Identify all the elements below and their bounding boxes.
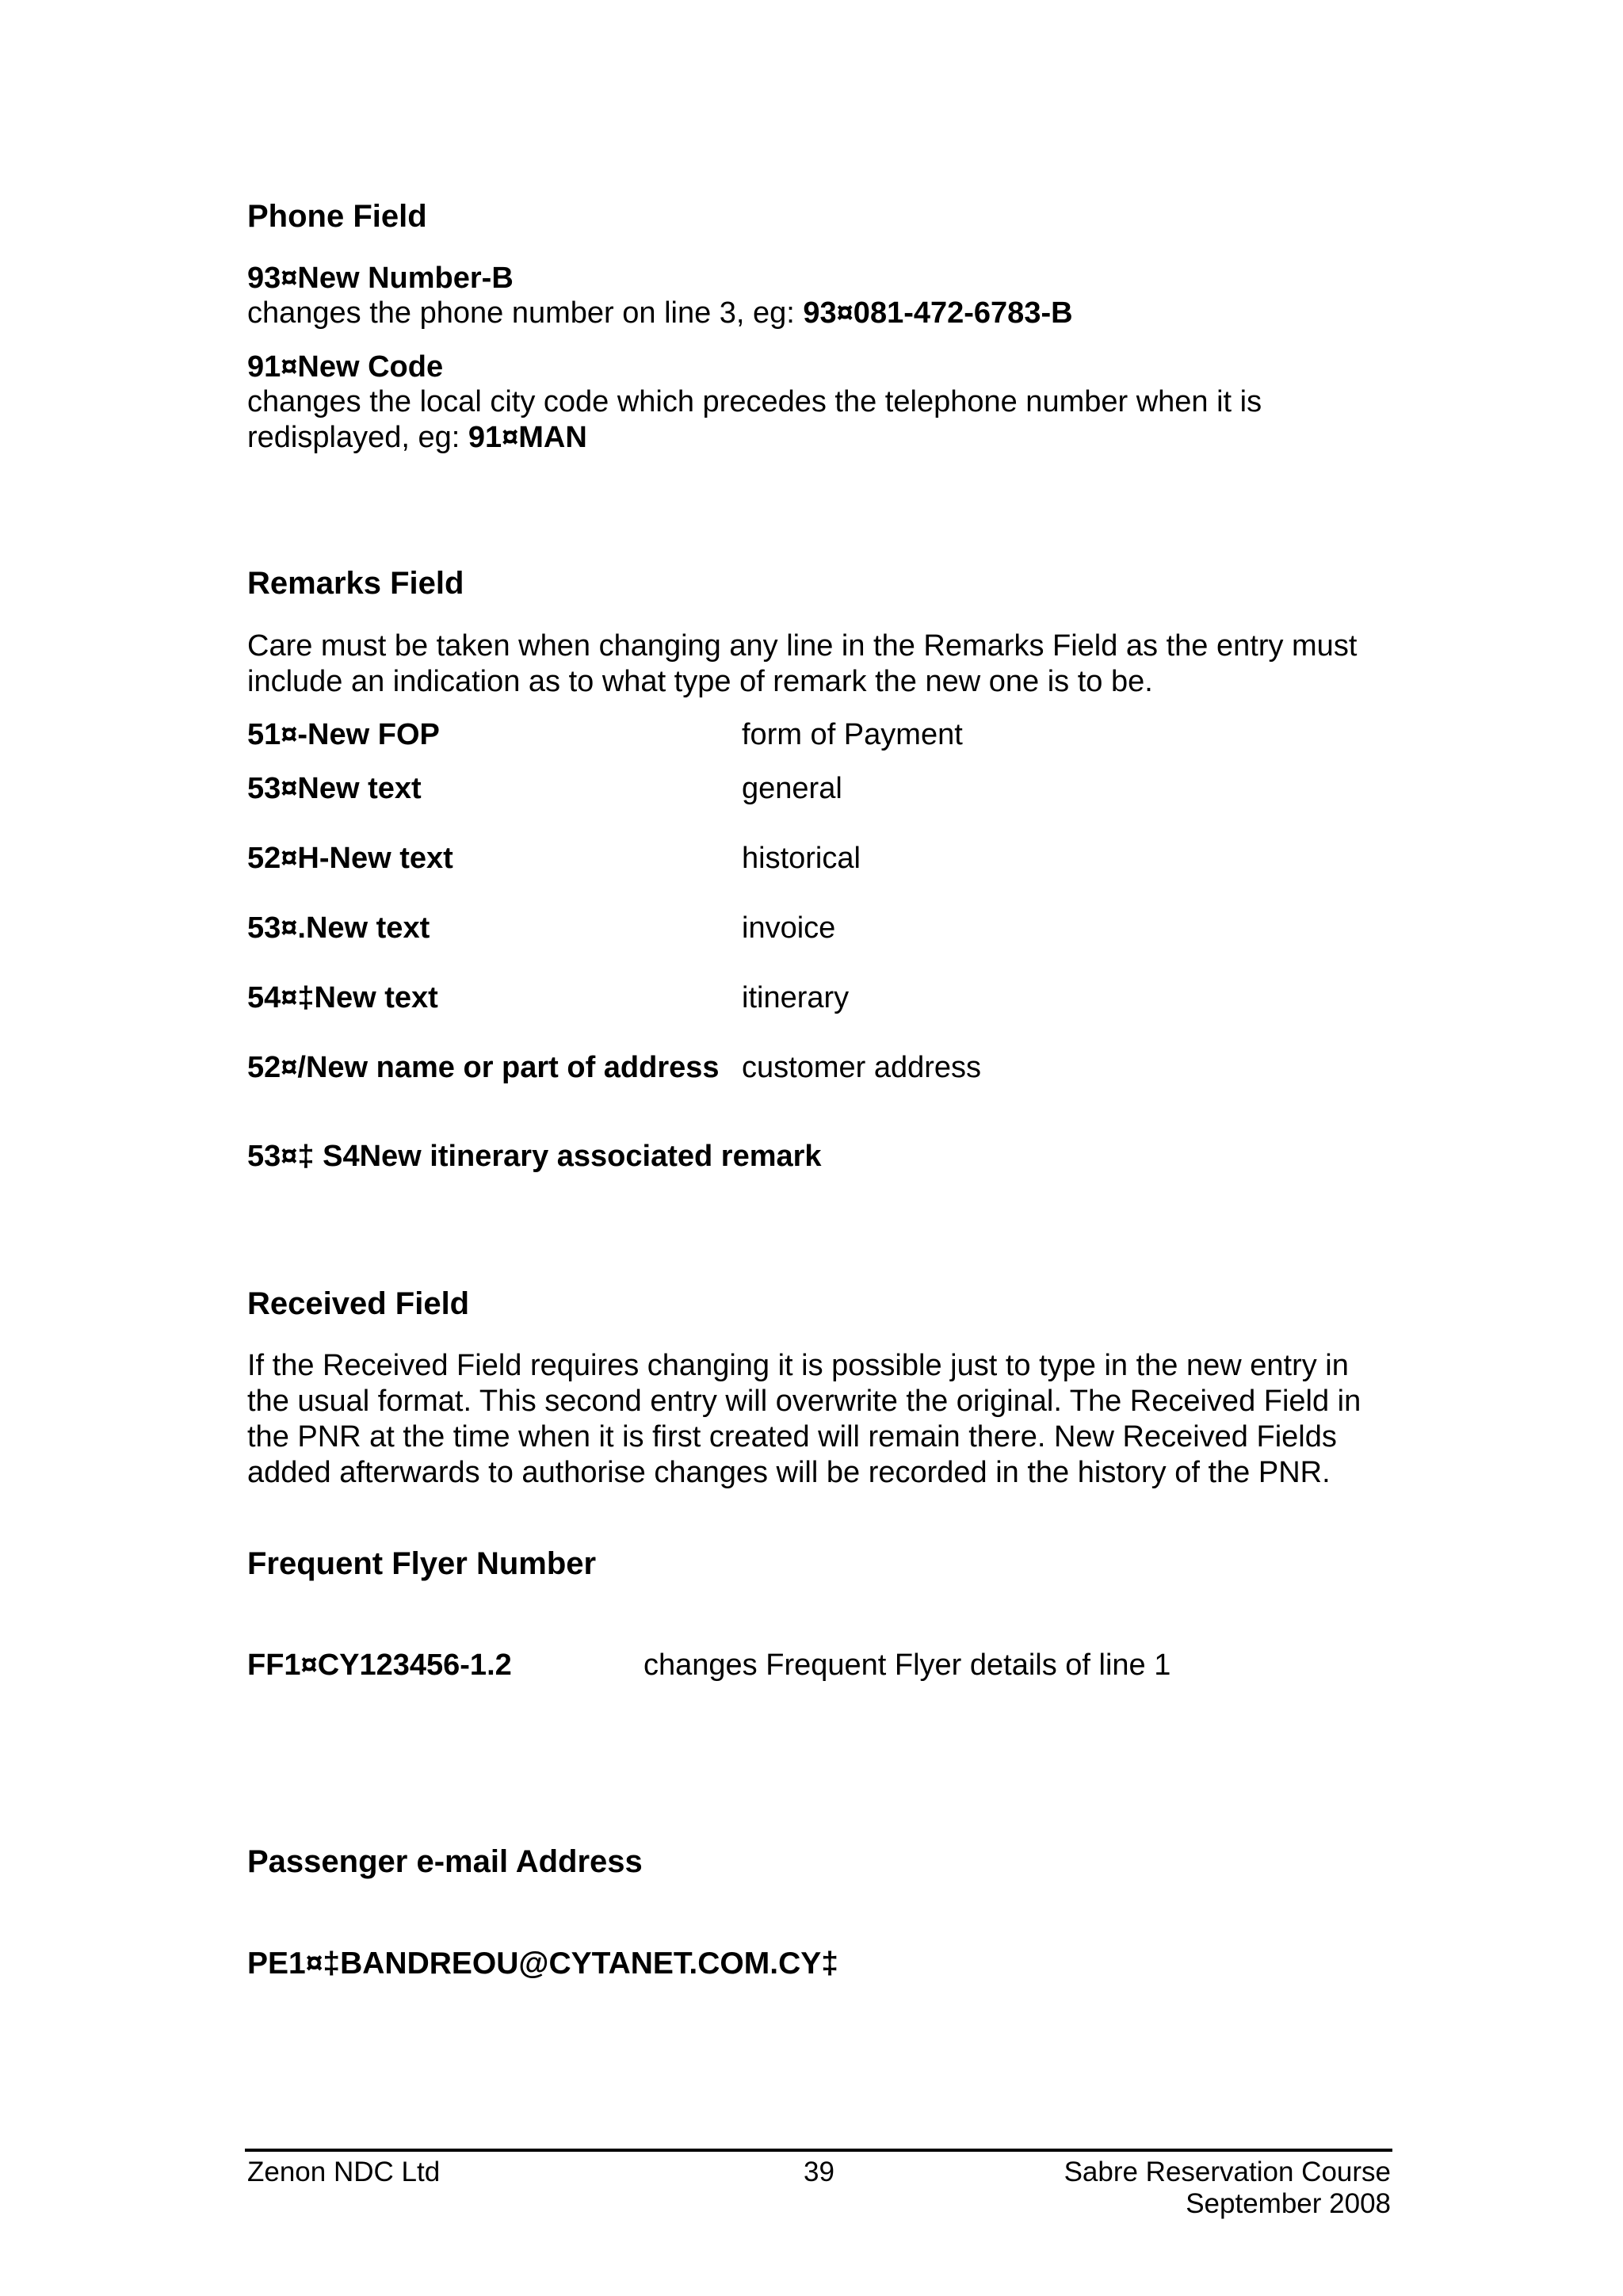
email-cmd: PE1¤‡BANDREOU@CYTANET.COM.CY‡ — [247, 1946, 838, 1981]
phone-cmd-new-number: 93¤New Number-B — [247, 262, 514, 295]
remark-itinerary-associated: 53¤‡ S4New itinerary associated remark — [247, 1140, 822, 1173]
remark-cmd: 53¤New text — [247, 772, 422, 805]
remark-cmd: 54¤‡New text — [247, 981, 438, 1014]
remark-desc: customer address — [742, 1051, 982, 1084]
footer-rule — [245, 2149, 1392, 2152]
footer-page-number: 39 — [804, 2157, 834, 2187]
remarks-field-heading: Remarks Field — [247, 566, 464, 601]
remarks-intro: Care must be taken when changing any line in the Remarks Field as the entry must include an indication as to what type of remark the new one is to be. — [247, 629, 1358, 698]
footer-company: Zenon NDC Ltd — [247, 2157, 441, 2187]
remark-cmd: 53¤.New text — [247, 911, 430, 945]
remark-cmd: 52¤H-New text — [247, 842, 453, 875]
phone-example2: 91¤MAN — [468, 421, 587, 454]
remark-cmd: 51¤-New FOP — [247, 718, 440, 751]
received-field-text: If the Received Field requires changing it is possible just to type in the new entry in the usual format. This second entry will overwrite the original. The Received Field in the PNR at the time when it is first created will remain there. New Received Fields added afterwards to authorise changes will be recorded in the history of the PNR. — [247, 1349, 1361, 1489]
footer-course: Sabre Reservation Course — [1064, 2157, 1391, 2187]
remark-desc: itinerary — [742, 981, 850, 1014]
frequent-flyer-heading: Frequent Flyer Number — [247, 1546, 597, 1581]
remark-desc: historical — [742, 842, 861, 875]
phone-desc1-text: changes the phone number on line 3, eg: — [247, 296, 804, 330]
footer-date: September 2008 — [1186, 2188, 1391, 2219]
email-heading: Passenger e-mail Address — [247, 1844, 643, 1879]
remark-desc: general — [742, 772, 842, 805]
remark-desc: invoice — [742, 911, 836, 945]
remark-desc: form of Payment — [742, 718, 963, 751]
phone-desc-new-number — [247, 296, 1073, 331]
remark-cmd: 52¤/New name or part of address — [247, 1051, 720, 1084]
phone-example1: 93¤081-472-6783-B — [803, 296, 1073, 330]
phone-desc-new-code — [247, 384, 1388, 456]
frequent-flyer-desc: changes Frequent Flyer details of line 1 — [643, 1648, 1171, 1682]
received-field-heading: Received Field — [247, 1286, 470, 1321]
frequent-flyer-cmd: FF1¤CY123456-1.2 — [247, 1648, 512, 1682]
phone-cmd-new-code: 91¤New Code — [247, 350, 444, 384]
phone-field-heading: Phone Field — [247, 199, 427, 234]
phone-desc2-text: changes the local city code which precedes the telephone number when it is redisplayed, eg: — [247, 385, 1262, 454]
